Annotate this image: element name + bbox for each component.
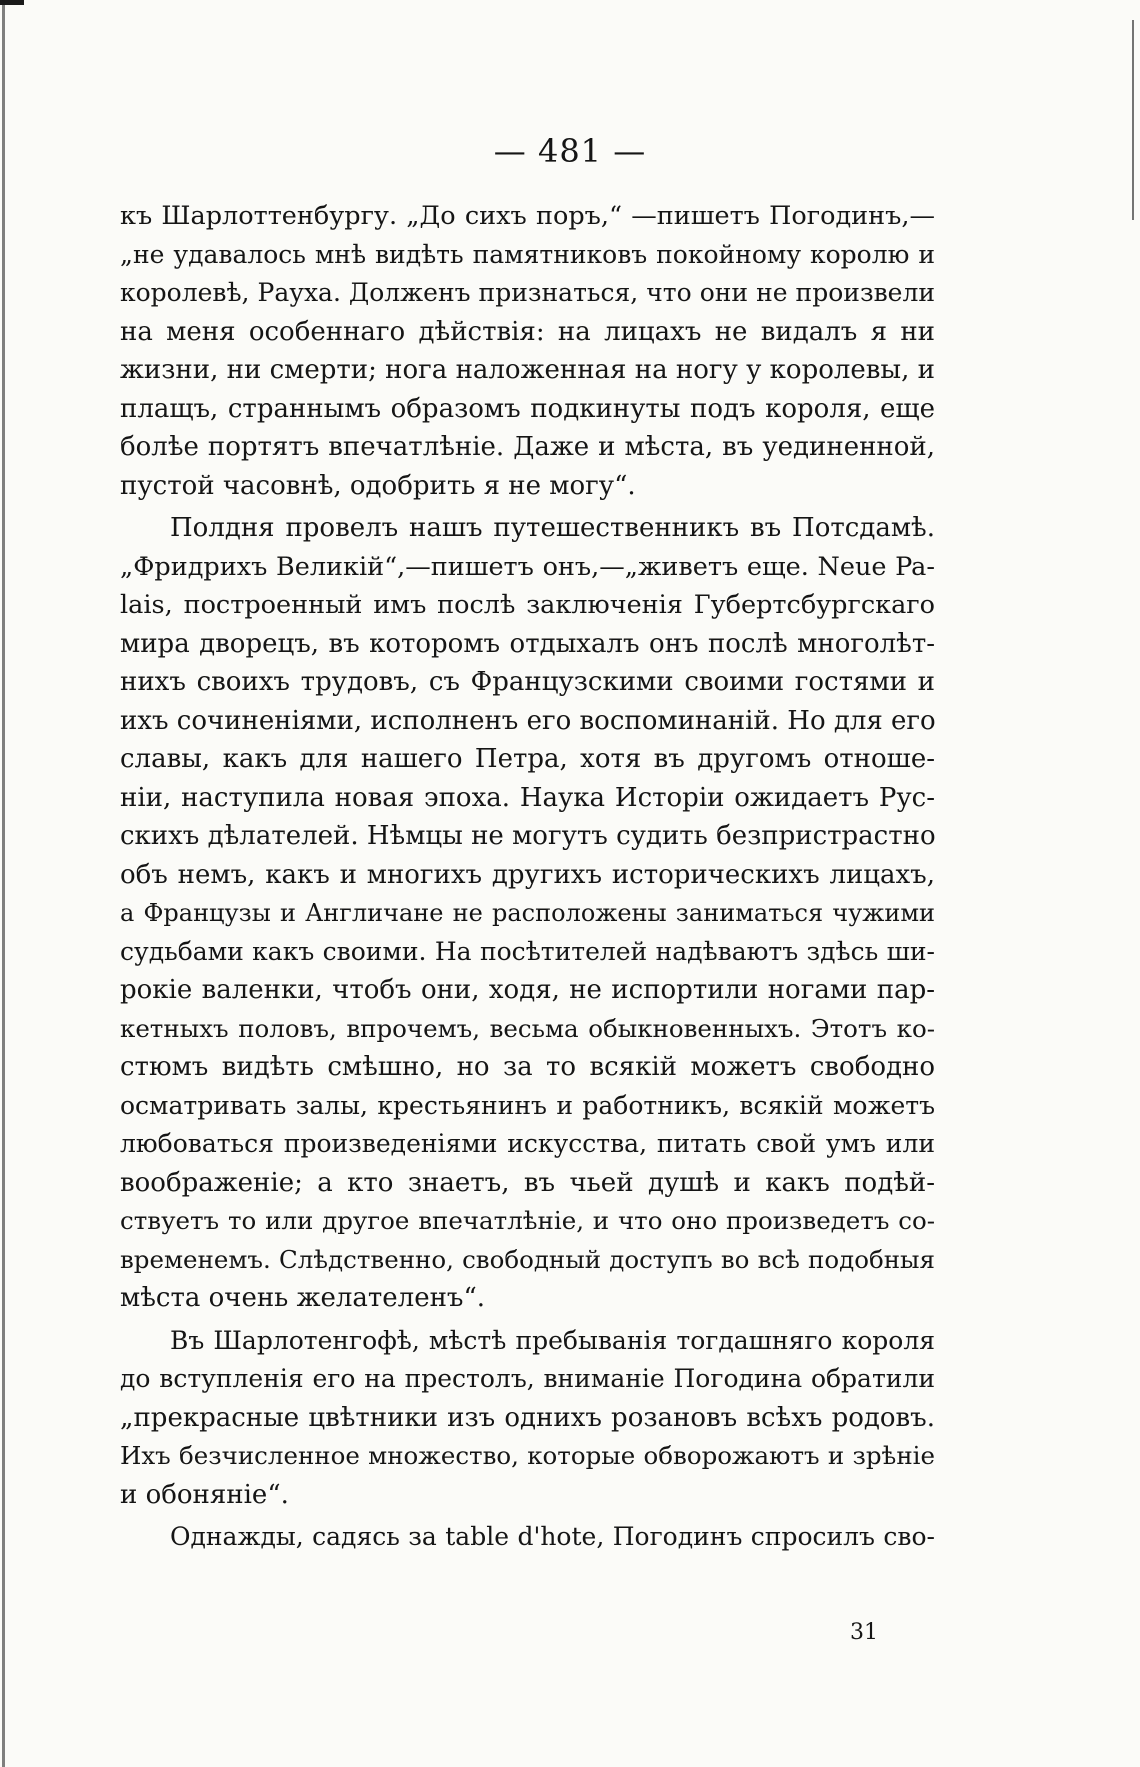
text-line: кетныхъ половъ, впрочемъ, весьма обыкновенныхъ. Этотъ ко-	[120, 1013, 935, 1043]
text-line: ніи, наступила новая эпоха. Наука Исторіи ожидаетъ Рус-	[120, 782, 935, 813]
text-line: жизни, ни смерти; нога наложенная на ногу у королевы, и	[120, 355, 935, 385]
text-line: „прекрасные цвѣтники изъ однихъ розановъ всѣхъ родовъ.	[120, 1402, 935, 1433]
text-line: скихъ дѣлателей. Нѣмцы не могутъ судить безпристрастно	[120, 821, 936, 851]
text-line: воображеніе; а кто знаетъ, въ чьей душѣ и какъ подѣй-	[120, 1167, 935, 1198]
paragraph-first-line: Въ Шарлотенгофѣ, мѣстѣ пребыванія тогдашняго короля	[170, 1325, 935, 1355]
text-line: и обоняніе“.	[120, 1479, 289, 1510]
text-line: lais, построенный имъ послѣ заключенія Губертсбургскаго	[120, 590, 935, 620]
text-line: рокіе валенки, чтобъ они, ходя, не испортили ногами пар-	[120, 975, 935, 1005]
scan-border-left	[2, 0, 5, 1767]
body-text	[120, 197, 935, 1557]
text-line: „не удавалось мнѣ видѣть памятниковъ покойному королю и	[120, 239, 935, 269]
text-line: до вступленія его на престолъ, вниманіе Погодина обратили	[120, 1364, 935, 1393]
text-line: временемъ. Слѣдственно, свободный доступъ во всѣ подобныя	[120, 1244, 935, 1274]
text-line: плащъ, страннымъ образомъ подкинуты подъ короля, еще	[120, 393, 935, 424]
printer-signature-mark: 31	[850, 1620, 878, 1645]
paragraph-first-line: Однажды, садясь за table d'hote, Погодинъ спросилъ сво-	[170, 1522, 935, 1551]
scan-border-right	[1132, 20, 1134, 220]
text-line: объ немъ, какъ и многихъ другихъ историческихъ лицахъ,	[120, 859, 935, 890]
text-line: славы, какъ для нашего Петра, хотя въ другомъ отноше-	[120, 744, 935, 774]
text-line: мѣста очень желателенъ“.	[120, 1283, 486, 1313]
text-line: любоваться произведеніями искусства, питать свой умъ или	[120, 1129, 935, 1158]
text-line: нихъ своихъ трудовъ, съ Французскими своими гостями и	[120, 667, 935, 697]
text-line: королевѣ, Рауха. Долженъ признаться, что они не произвели	[120, 278, 935, 307]
text-line: пустой часовнѣ, одобрить я не могу“.	[120, 470, 636, 501]
text-line: мира дворецъ, въ которомъ отдыхалъ онъ послѣ многолѣт-	[120, 628, 935, 659]
text-line: болѣе портятъ впечатлѣніе. Даже и мѣста, въ уединенной,	[120, 432, 935, 462]
text-line: ствуетъ то или другое впечатлѣніе, и что оно произведетъ со-	[120, 1206, 935, 1235]
text-line: на меня особеннаго дѣйствія: на лицахъ не видалъ я ни	[120, 316, 935, 347]
text-line: судьбами какъ своими. На посѣтителей надѣваютъ здѣсь ши-	[120, 936, 935, 966]
text-line: осматривать залы, крестьянинъ и работникъ, всякій можетъ	[120, 1090, 935, 1120]
text-line: стюмъ видѣть смѣшно, но за то всякій можетъ свободно	[120, 1052, 935, 1082]
page-number: — 481 —	[493, 132, 647, 170]
text-line: къ Шарлоттенбургу. „До сихъ поръ,“ —пишетъ Погодинъ,—	[120, 201, 935, 231]
text-line: ихъ сочиненіями, исполненъ его воспоминаній. Но для его	[120, 705, 936, 736]
text-line: Ихъ безчисленное множество, которые обворожаютъ и зрѣніе	[120, 1441, 935, 1470]
text-line: „Фридрихъ Великій“,—пишетъ онъ,—„живетъ еще. Neue Pa-	[120, 551, 935, 582]
paragraph-first-line: Полдня провелъ нашъ путешественникъ въ Потсдамѣ.	[170, 513, 935, 543]
text-line: а Французы и Англичане не расположены заниматься чужими	[120, 899, 935, 927]
